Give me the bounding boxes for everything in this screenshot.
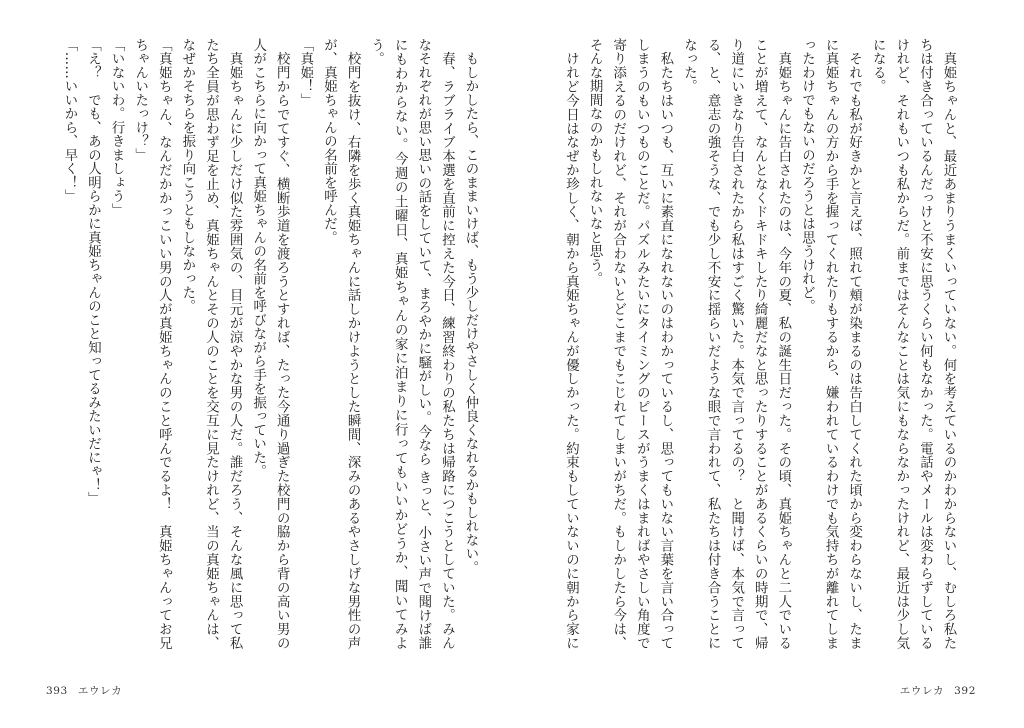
paragraph: 春、ラブライブ本選を直前に控えた今日、練習終わりの私たちは帰路につこうとしていた。みんなそれぞれが思い思いの話をしていて、まろやかに騒がしい。今なら きっと、小さい声で聞けば誰にもわからない。今週の土曜日、真姫ちゃんの家に泊まりに行ってもいいかどうか、聞いてみよう。 (368, 38, 455, 650)
dialogue-line: 「真姫！」 (297, 38, 313, 107)
dialogue-line: 「え？ でも、あの人明らかに真姫ちゃんのこと知ってるみたいだにゃ！」 (85, 38, 101, 506)
paragraph: もしかしたら、このままいけば、もう少しだけやさしく仲良くなれるかもしれない。 (463, 38, 478, 575)
right-page-text (556, 38, 960, 650)
paragraph: 校門からでてすぐ、横断歩道を渡ろうとすれば、たった今通り過ぎた校門の脇から背の高い男の人がこちらに向かって真姫ちゃんの名前を呼びながら手を振っていた。 (250, 38, 290, 650)
left-page-folio (46, 683, 122, 698)
right-page-folio (900, 683, 976, 698)
dialogue-line: 「……いいから、早く！」 (62, 38, 77, 203)
paragraph: 真姫ちゃんと、最近あまりうまくいっていない。何を考えているのかわからないし、むしろ私たちは付き合っているんだっけと不安に思うくらい何もなかった。電話やメールは変わらずしているけれど、それもいつも私からだ。前まではそんなことは気にもならなかったけれど、最近は少し気になる。 (870, 38, 956, 650)
right-page (512, 0, 1024, 728)
dialogue-line: 「真姫ちゃん、なんだかかっこいい男の人が真姫ちゃんのこと呼んでるよ！ 真姫ちゃんってお兄ちゃんいたっけ？」 (132, 38, 172, 650)
paragraph: それでも私が好きかと言えば、照れて頬が染まるのは告白してくれた頃から変わらないし、たまに真姫ちゃんの方から手を握ってくれたりもするから、嫌われているわけでも気持ちが離れてしまったわけでもないのだろうとは思うけれど。 (799, 38, 862, 650)
page-number: 393 (46, 685, 68, 697)
page-number: 392 (954, 685, 976, 697)
paragraph: 真姫ちゃんに少しだけ似た雰囲気の、目元が涼やかな男の人だ。誰だろう、そんな風に思って私たち全員が思わず足を止め、真姫ちゃんとその人のことを交互に見たけれど、当の真姫ちゃんは、なぜかそちらを振り向こうともしなかった。 (179, 38, 243, 650)
paragraph: 真姫ちゃんに告白されたのは、今年の夏、私の誕生日だった。その頃、真姫ちゃんと二人でいることが増えて、なんとなくドキドキしたり綺麗だなと思ったりすることがあるくらいの時期で、帰り道にいきなり告白されたから私はすごく驚いた。本気で言ってるの？ と聞けば、本気で言ってる、と、意志の強そうな、でも少し不安に揺らいだような眼で言われて、私たちは付き合うことになった。 (681, 38, 791, 650)
running-title: エウレカ (899, 685, 945, 697)
paragraph: けれど今日はなぜか珍しく、朝から真姫ちゃんが優しかった。約束もしていないのに朝から家に (563, 51, 579, 650)
paragraph: 私たちはいつも、互いに素直になれないのはわかっているし、思ってもいない言葉を言い合ってしまうのもいつものことだ。パズルみたいにタイミングのピースがうまくはまればやさしい角度で寄り添えるのだけれど、それが合わないとどこまでもこじれてしまいがちだ。もしかしたら今は、そんな期間なのかもしれないなと思う。 (587, 38, 673, 650)
dialogue-line: 「いないわ。行きましょう」 (109, 38, 125, 217)
running-title: エウレカ (77, 685, 123, 697)
paragraph: 校門を抜け、右隣を歩く真姫ちゃんに話しかけようとした瞬間、深みのあるやさしげな男性の声が、真姫ちゃんの名前を呼んだ。 (321, 38, 361, 650)
left-page-text (62, 38, 482, 650)
